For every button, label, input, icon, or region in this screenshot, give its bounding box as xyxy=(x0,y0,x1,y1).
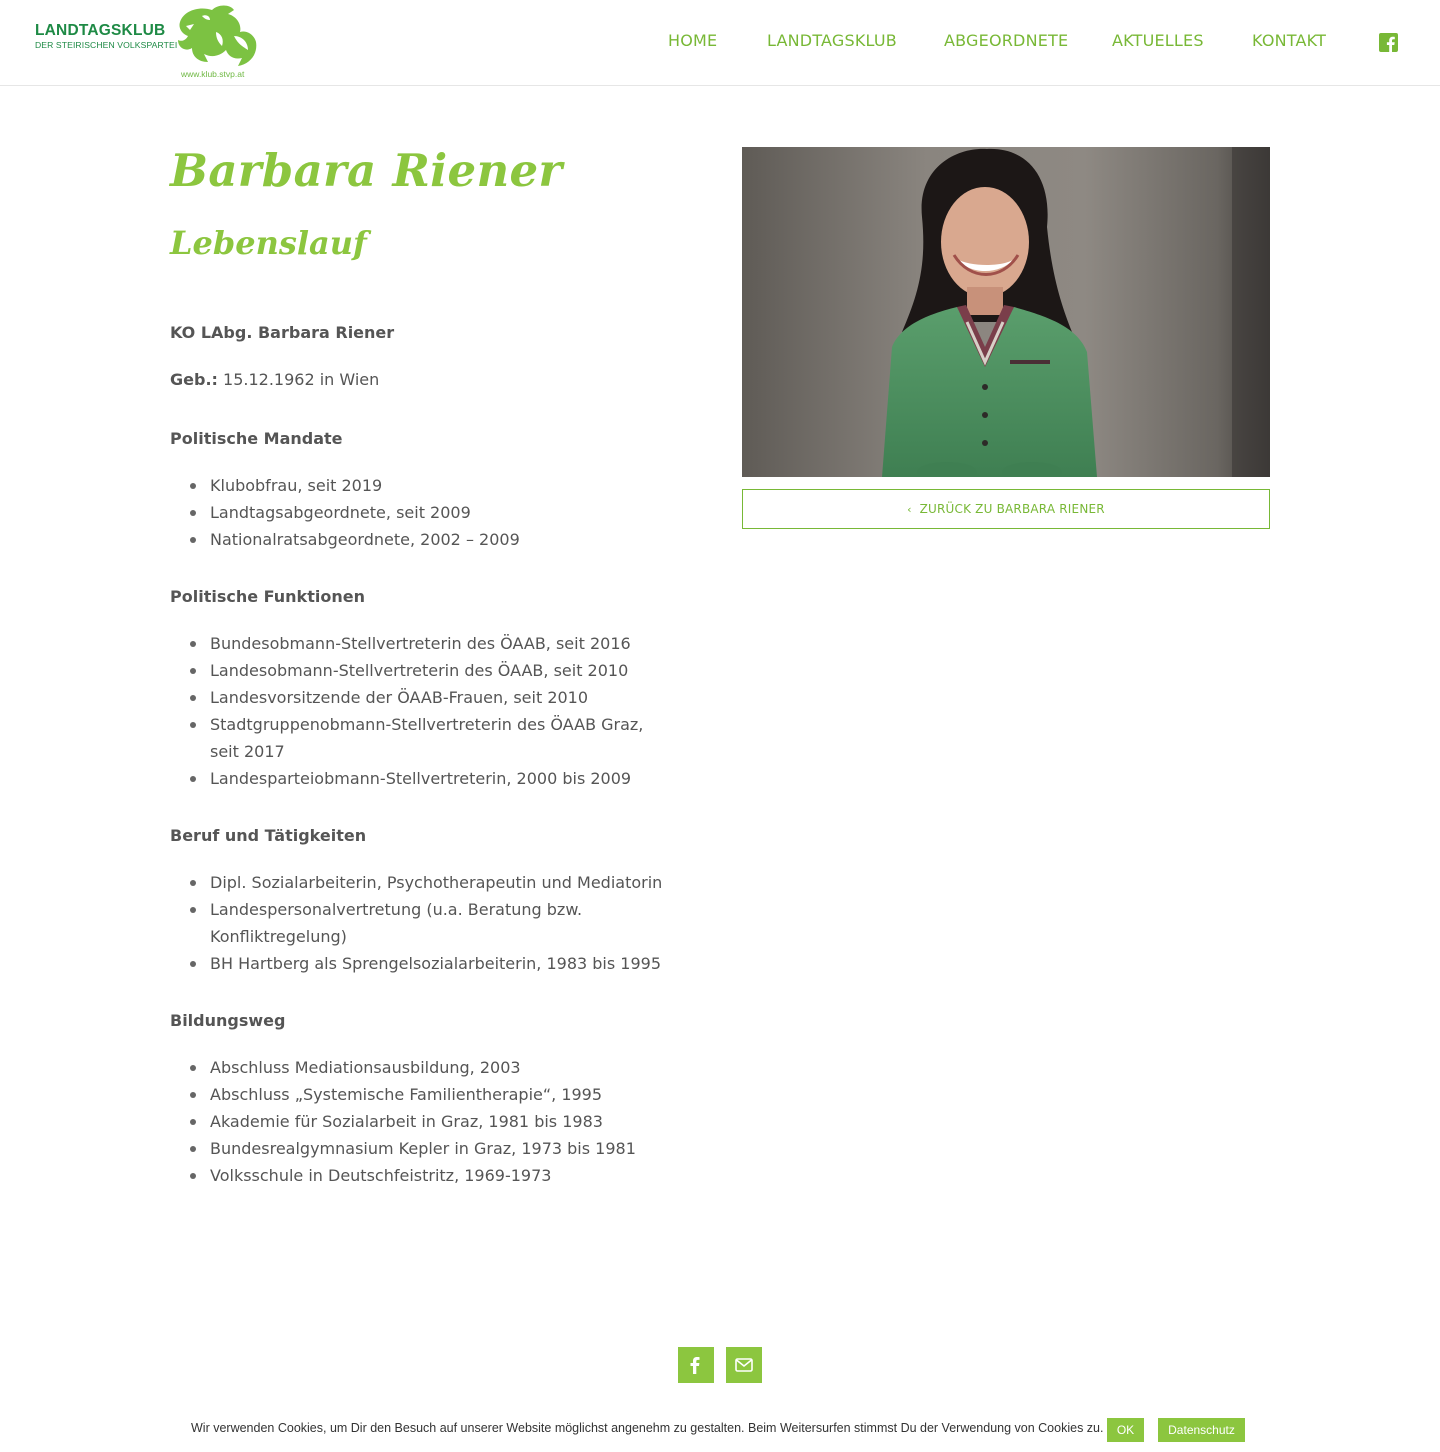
section-heading-funktionen: Politische Funktionen xyxy=(170,587,365,606)
facebook-icon[interactable] xyxy=(1379,33,1398,52)
cookie-text: Wir verwenden Cookies, um Dir den Besuch auf unserer Website möglichst angenehm zu gestalten. Beim Weitersurfen stimmst Du der Verwendung von Cookies zu. xyxy=(191,1421,1104,1435)
logo-url: www.klub.stvp.at xyxy=(181,69,245,79)
list-item: Bundesobmann-Stellvertreterin des ÖAAB, seit 2016 xyxy=(170,630,670,657)
name-line: KO LAbg. Barbara Riener xyxy=(170,323,395,342)
nav-abgeordnete[interactable]: ABGEORDNETE xyxy=(944,31,1069,50)
list-item: Stadtgruppenobmann-Stellvertreterin des ÖAAB Graz, seit 2017 xyxy=(170,711,670,765)
list-item: Nationalratsabgeordnete, 2002 – 2009 xyxy=(170,526,670,553)
list-item: Landespersonalvertretung (u.a. Beratung bzw. Konfliktregelung) xyxy=(170,896,670,950)
footer-facebook-icon[interactable] xyxy=(678,1347,714,1383)
birth-label: Geb.: xyxy=(170,370,218,389)
list-item: Bundesrealgymnasium Kepler in Graz, 1973 bis 1981 xyxy=(170,1135,670,1162)
page-title: Barbara Riener xyxy=(170,144,563,197)
portrait-photo xyxy=(742,147,1270,477)
main-nav xyxy=(0,31,1440,55)
list-item: BH Hartberg als Sprengelsozialarbeiterin, 1983 bis 1995 xyxy=(170,950,670,977)
list-item: Abschluss „Systemische Familientherapie“, 1995 xyxy=(170,1081,670,1108)
list-funktionen xyxy=(170,630,670,792)
nav-landtagsklub[interactable]: LANDTAGSKLUB xyxy=(767,31,897,50)
cookie-ok-button[interactable]: OK xyxy=(1107,1418,1144,1442)
site-header xyxy=(0,0,1440,86)
list-item: Landesvorsitzende der ÖAAB-Frauen, seit 2010 xyxy=(170,684,670,711)
cookie-bar xyxy=(0,1413,1440,1447)
back-to-profile-button[interactable] xyxy=(742,489,1270,529)
list-item: Volksschule in Deutschfeistritz, 1969-1973 xyxy=(170,1162,670,1189)
cookie-privacy-button[interactable]: Datenschutz xyxy=(1158,1418,1245,1442)
list-item: Landtagsabgeordnete, seit 2009 xyxy=(170,499,670,526)
list-item: Landesobmann-Stellvertreterin des ÖAAB, seit 2010 xyxy=(170,657,670,684)
logo-subtitle: DER STEIRISCHEN VOLKSPARTEI xyxy=(35,40,178,50)
list-item: Akademie für Sozialarbeit in Graz, 1981 bis 1983 xyxy=(170,1108,670,1135)
nav-kontakt[interactable]: KONTAKT xyxy=(1252,31,1327,50)
footer-mail-icon[interactable] xyxy=(726,1347,762,1383)
chevron-left-icon: ‹ xyxy=(907,502,912,516)
section-heading-bildungsweg: Bildungsweg xyxy=(170,1011,286,1030)
list-item: Landesparteiobmann-Stellvertreterin, 2000 bis 2009 xyxy=(170,765,670,792)
page-subtitle: Lebenslauf xyxy=(170,224,367,262)
birth-line xyxy=(170,370,379,389)
list-item: Dipl. Sozialarbeiterin, Psychotherapeutin und Mediatorin xyxy=(170,869,670,896)
list-item: Abschluss Mediationsausbildung, 2003 xyxy=(170,1054,670,1081)
nav-aktuelles[interactable]: AKTUELLES xyxy=(1112,31,1204,50)
birth-value: 15.12.1962 in Wien xyxy=(223,370,380,389)
list-item: Klubobfrau, seit 2019 xyxy=(170,472,670,499)
list-beruf xyxy=(170,869,670,977)
logo-title: LANDTAGSKLUB xyxy=(35,22,166,39)
section-heading-mandate: Politische Mandate xyxy=(170,429,343,448)
nav-home[interactable]: HOME xyxy=(668,31,718,50)
list-bildungsweg xyxy=(170,1054,670,1189)
section-heading-beruf: Beruf und Tätigkeiten xyxy=(170,826,367,845)
back-button-label: ZURÜCK ZU BARBARA RIENER xyxy=(919,502,1105,516)
list-mandate xyxy=(170,472,670,553)
